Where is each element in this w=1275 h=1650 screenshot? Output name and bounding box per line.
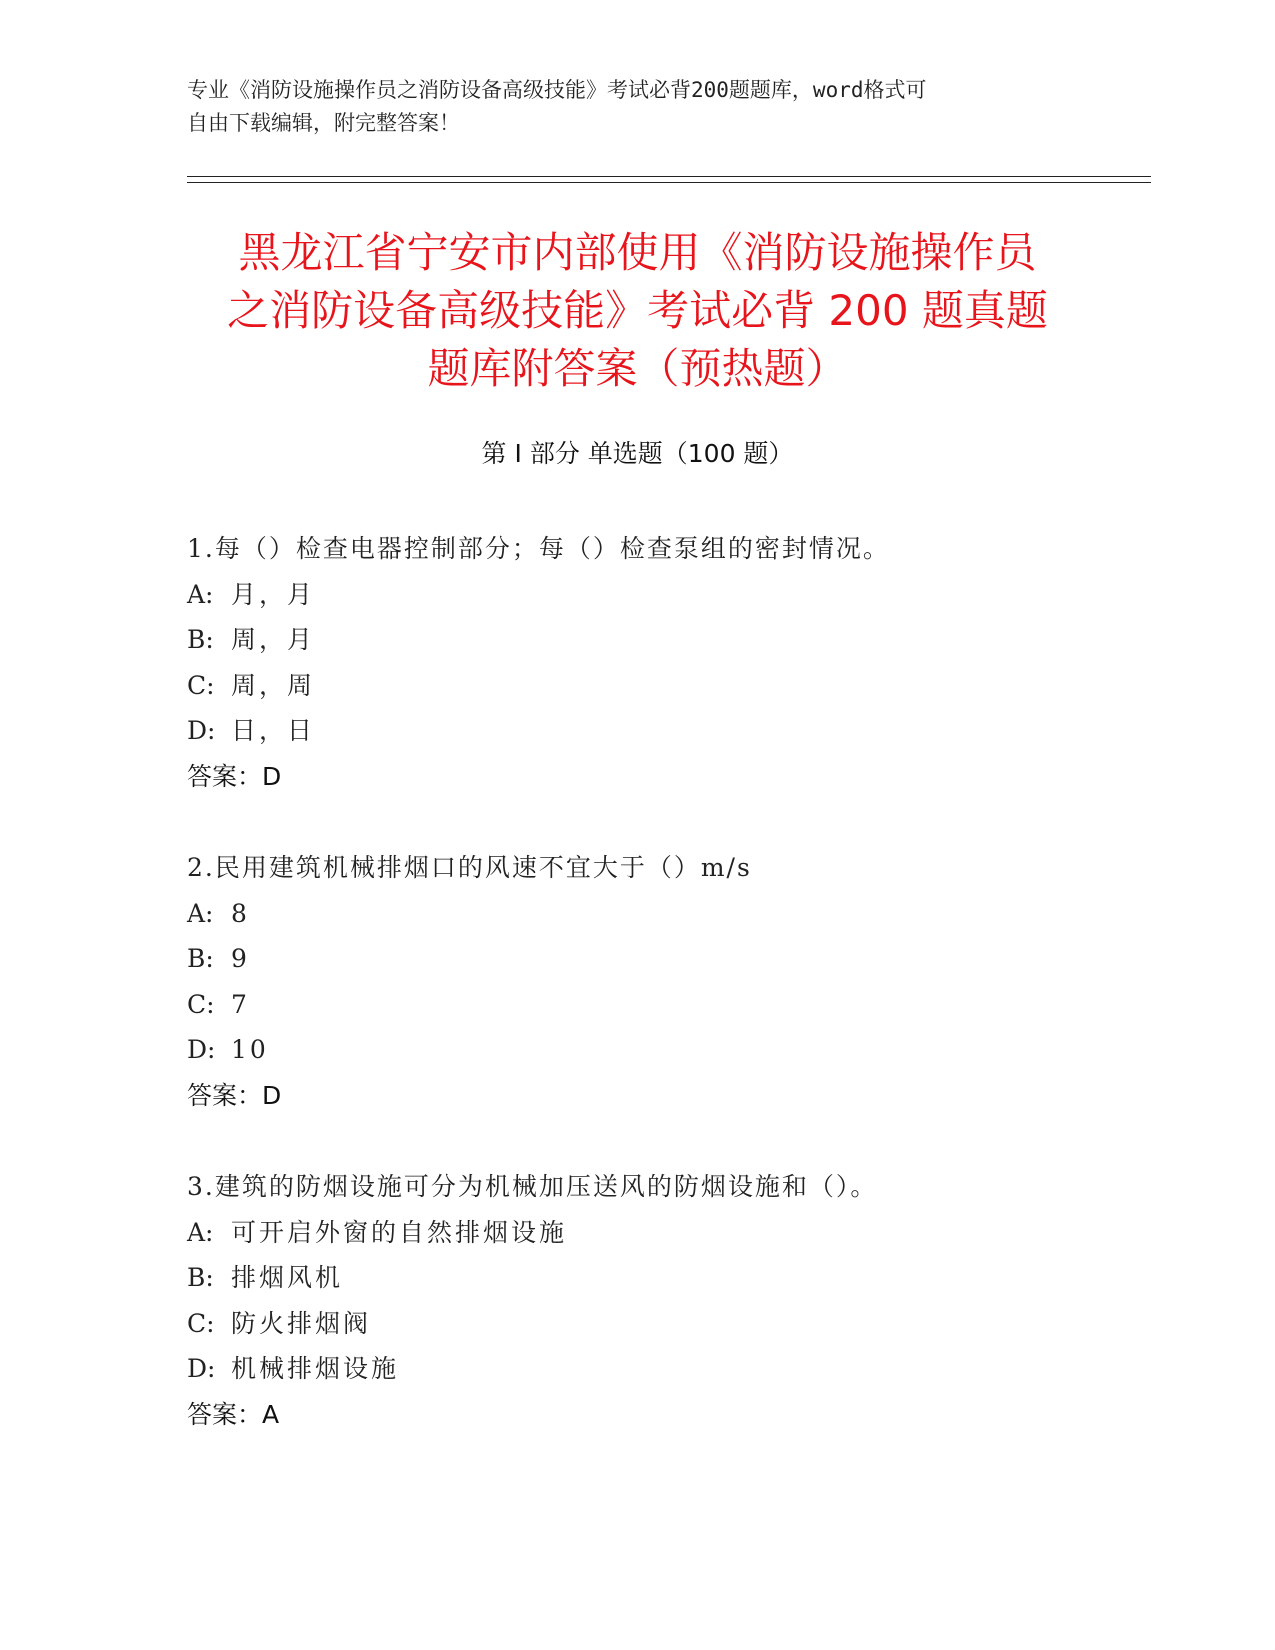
option-letter: A: <box>187 898 214 928</box>
option-c <box>187 663 1147 709</box>
option-b <box>187 1255 1147 1301</box>
document-title-line-1: 黑龙江省宁安市内部使用《消防设施操作员 <box>238 228 1037 277</box>
option-b <box>187 617 1147 663</box>
option-text: 8 <box>231 898 250 928</box>
question-stem: 1.每（）检查电器控制部分；每（）检查泵组的密封情况。 <box>187 534 890 563</box>
option-letter: C: <box>187 1308 215 1338</box>
option-letter: B: <box>187 944 214 973</box>
document-title-line-2: 之消防设备高级技能》考试必背 200 题真题 <box>227 286 1048 335</box>
question-1 <box>187 526 1147 799</box>
option-text: 防火排烟阀 <box>231 1308 372 1338</box>
answer-line: 答案：D <box>187 1080 282 1110</box>
option-letter: C: <box>187 989 215 1019</box>
option-text: 周，周 <box>231 670 316 700</box>
question-3 <box>187 1164 1147 1437</box>
option-letter: D: <box>187 1035 216 1064</box>
option-letter: D: <box>187 1354 216 1383</box>
header-note <box>187 74 1067 140</box>
option-a <box>187 891 1147 937</box>
option-d <box>187 1027 1147 1073</box>
question-stem: 2.民用建筑机械排烟口的风速不宜大于（）m/s <box>187 853 752 882</box>
option-c <box>187 1301 1147 1347</box>
option-text: 月，月 <box>231 579 316 609</box>
header-note-line-2: 自由下载编辑，附完整答案！ <box>187 111 460 135</box>
option-letter: B: <box>187 1263 214 1292</box>
answer-line: 答案：A <box>187 1399 280 1429</box>
option-d <box>187 1346 1147 1392</box>
option-d <box>187 708 1147 754</box>
header-note-line-1: 专业《消防设施操作员之消防设备高级技能》考试必背200题题库，word格式可 <box>187 78 927 102</box>
option-b <box>187 936 1147 982</box>
option-text: 周，月 <box>231 625 316 654</box>
option-c <box>187 982 1147 1028</box>
option-letter: B: <box>187 625 214 654</box>
question-stem: 3.建筑的防烟设施可分为机械加压送风的防烟设施和（）。 <box>187 1172 878 1201</box>
option-text: 10 <box>231 1035 269 1064</box>
option-letter: A: <box>187 579 214 609</box>
option-text: 可开启外窗的自然排烟设施 <box>231 1217 568 1247</box>
option-letter: D: <box>187 716 216 745</box>
option-a <box>187 1210 1147 1256</box>
option-text: 机械排烟设施 <box>231 1354 400 1383</box>
option-text: 排烟风机 <box>231 1263 344 1292</box>
document-title <box>130 224 1145 398</box>
option-text: 9 <box>231 944 250 973</box>
option-letter: A: <box>187 1217 214 1247</box>
question-2 <box>187 845 1147 1118</box>
option-text: 日，日 <box>231 716 316 745</box>
answer-line: 答案：D <box>187 761 282 791</box>
option-a <box>187 572 1147 618</box>
document-title-line-3: 题库附答案（预热题） <box>427 344 848 393</box>
header-divider-top <box>187 176 1151 177</box>
section-title: 第 I 部分 单选题（100 题） <box>481 439 794 468</box>
option-letter: C: <box>187 670 215 700</box>
option-text: 7 <box>231 989 250 1019</box>
header-divider-bottom <box>187 182 1151 183</box>
